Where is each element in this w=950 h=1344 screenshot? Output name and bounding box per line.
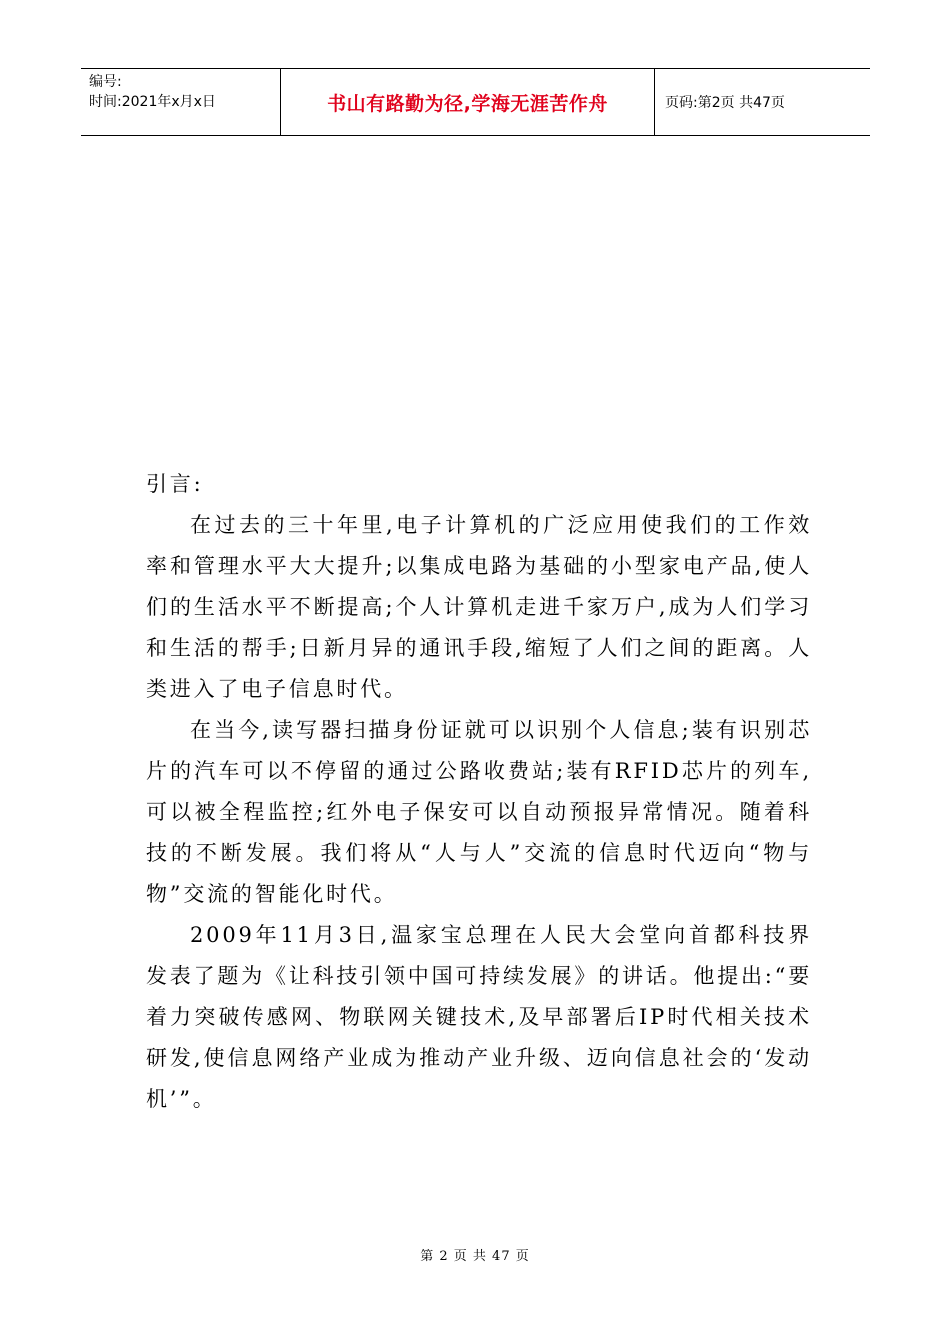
page-footer: 第 2 页 共 47 页 (420, 1249, 530, 1264)
header-motto-cell (281, 69, 655, 135)
body-paragraph-3: 2009年11月3日,温家宝总理在人民大会堂向首都科技界发表了题为《让科技引领中国可持续发展》的讲话。他提出:“要着力突破传感网、物联网关键技术,及早部署后IP时代相关技术研发,使信息网络产业成为推动产业升级、迈向信息社会的‘发动机’”。 (146, 923, 813, 1111)
header-page-cell (655, 69, 870, 135)
header-page-info: 页码:第2页 共47页 (665, 95, 785, 111)
section-heading: 引言: (146, 472, 204, 496)
body-paragraph-1: 在过去的三十年里,电子计算机的广泛应用使我们的工作效率和管理水平大大提升;以集成电路为基础的小型家电产品,使人们的生活水平不断提高;个人计算机走进千家万户,成为人们学习和生活的帮手;日新月异的通讯手段,缩短了人们之间的距离。人类进入了电子信息时代。 (146, 513, 812, 701)
document-body (146, 464, 812, 1120)
motto-text: 书山有路勤为径,学海无涯苦作舟 (327, 92, 608, 115)
document-time-label: 时间:2021年x月x日 (89, 94, 216, 110)
body-paragraph-2: 在当今,读写器扫描身份证就可以识别个人信息;装有识别芯片的汽车可以不停留的通过公路收费站;装有RFID芯片的列车,可以被全程监控;红外电子保安可以自动预报异常情况。随着科技的不断发展。我们将从“人与人”交流的信息时代迈向“物与物”交流的智能化时代。 (146, 718, 812, 906)
document-number-label: 编号: (89, 74, 122, 90)
header-meta-cell (81, 69, 281, 135)
document-header (81, 68, 870, 136)
